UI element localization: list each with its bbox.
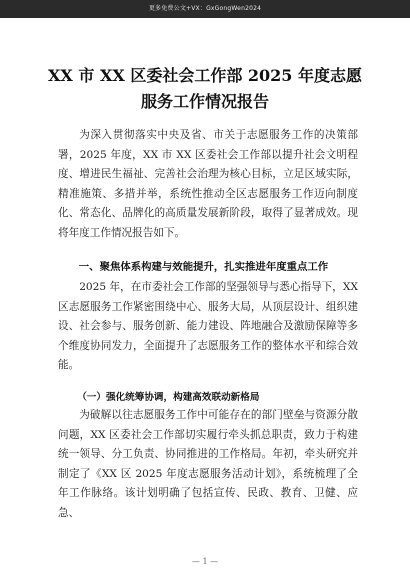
subsection-1-paragraph: 为破解以往志愿服务工作中可能存在的部门壁垒与资源分散问题，XX 区委社会工作部切实履行牵头抓总职责，致力于构建统一领导、分工负责、协同推进的工作格局。年初，牵头研究并制定了《XX 区 2025 年度志愿服务活动计划》，系统梳理了全年工作脉络。该计划明确了包括宣传、民政、教育、卫健、应急、 <box>58 409 358 519</box>
document-title-line-2: 服务工作情况报告 <box>140 92 269 111</box>
section-1-paragraph: 2025 年，在市委社会工作部的坚强领导与悉心指导下，XX 区志愿服务工作紧密围绕中心、服务大局，从顶层设计、组织建设、社会参与、服务创新、能力建设、阵地融合及激励保障等多个维度协同发力，全面提升了志愿服务工作的整体水平和综合效能。 <box>58 281 358 372</box>
page-number: — 1 — <box>191 557 219 566</box>
subsection-1-heading: （一）强化统筹协调，构建高效联动新格局 <box>77 392 260 403</box>
intro-paragraph: 为深入贯彻落实中央及省、市关于志愿服务工作的决策部署，2025 年度，XX 市 XX 区委社会工作部以提升社会文明程度、增进民生福祉、完善社会治理为核心目标，立足区域实际，精准施策、多措并举，系统性推动全区志愿服务工作迈向制度化、常态化、品牌化的高质量发展新阶段，取得了显著成效。现将年度工作情况报告如下。 <box>58 129 358 239</box>
top-banner-text: 更多免费公文+VX：GxGongWen2024 <box>148 5 262 12</box>
document-title-line-1: XX 市 XX 区委社会工作部 2025 年度志愿 <box>47 66 363 85</box>
section-1-heading: 一、聚焦体系构建与效能提升，扎实推进年度重点工作 <box>78 261 329 273</box>
